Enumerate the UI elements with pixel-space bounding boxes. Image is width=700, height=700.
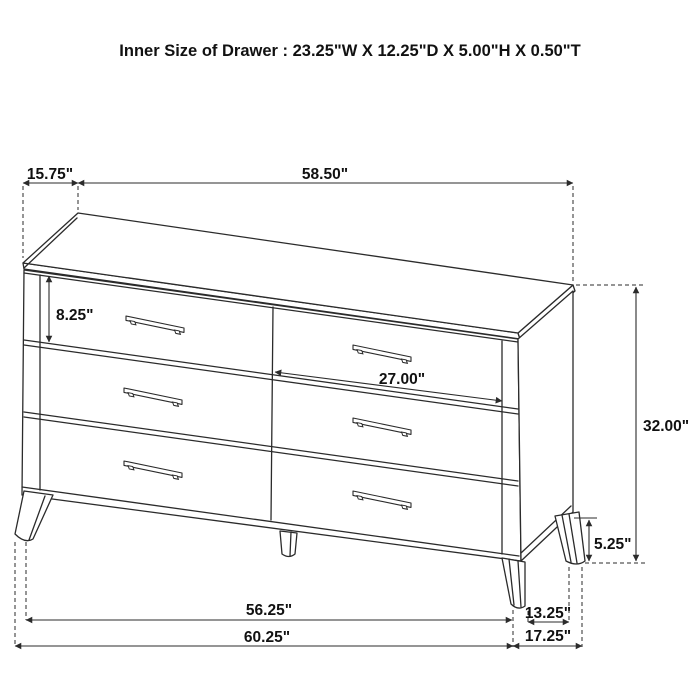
dim-label-top-width: 58.50" [301,166,349,183]
dim-label-front-span: 56.25" [245,602,293,619]
dim-label-leg-span-depth: 13.25" [524,605,572,622]
dim-label-top-depth: 15.75" [26,166,74,183]
leg-front-center [280,531,297,557]
dim-label-drawer-width: 27.00" [378,371,426,388]
dim-label-overall-depth: 17.25" [524,628,572,645]
diagram-title: Inner Size of Drawer : 23.25"W X 12.25"D X 5.00"H X 0.50"T [119,42,581,60]
dim-label-overall-width: 60.25" [243,629,291,646]
dim-label-overall-height: 32.00" [643,418,690,435]
dim-label-drawer-height: 8.25" [56,307,94,324]
dim-label-leg-height: 5.25" [594,536,632,553]
